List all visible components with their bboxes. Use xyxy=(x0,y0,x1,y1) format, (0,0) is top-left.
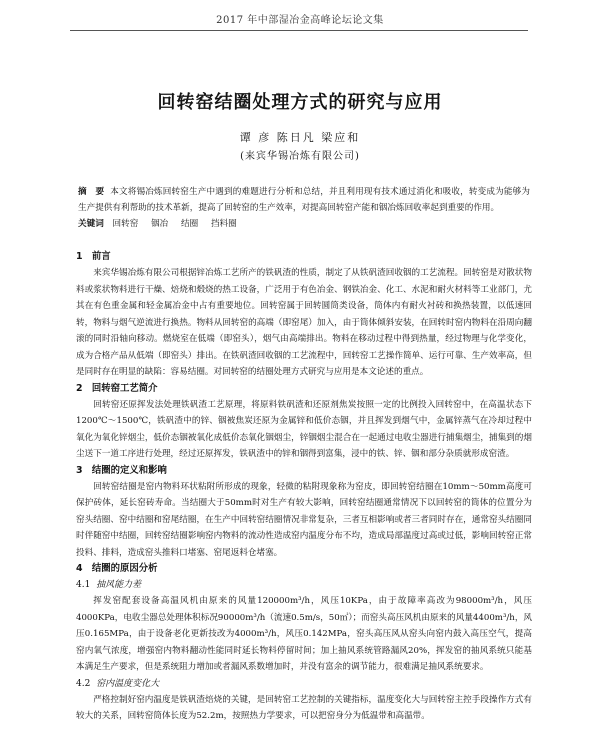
subsection-title: 窑内温度变化大 xyxy=(96,678,160,689)
section-paragraph: 回转窑结圈是窑内物料环状粘附所形成的现象，轻微的粘附现象称为窑皮，即回转窑结圈在10mm～50mm高度可保护砖体，延长窑砖寿命。当结圈大于50mm时对生产有较大影响，回转窑结圈通常情况下以回转窑的筒体的位置分为窑头结圈、窑中结圈和窑尾结圈，在生产中回转窑结圈情况非常复杂，三者互相影响或者三者同时存在，通常窑头结圈同时伴随窑中结圈，回转窑结圈影响窑内物料的流动性造成窑内温度分布不均，造成局部温度过高或过低，影响回转窑正常投料、排料，造成窑头推料口堵塞、窑尾返料仓堵塞。 xyxy=(76,481,532,558)
subsection-heading xyxy=(76,577,532,593)
section-heading-introduction: 1 前言 xyxy=(76,251,111,262)
section-heading-definition: 3 结圈的定义和影响 xyxy=(76,464,167,476)
abstract xyxy=(78,184,530,216)
keyword: 回转窑 xyxy=(112,219,139,229)
subsection-number: 4.2 xyxy=(76,678,91,689)
keyword: 铟冶 xyxy=(151,219,169,229)
keywords xyxy=(78,216,530,232)
paper-affiliation: (来宾华锡冶炼有限公司) xyxy=(240,151,360,162)
header-rule xyxy=(70,30,528,31)
section-paragraph: 严格控制好窑内温度是铁矾渣焙烧的关键，是回转窑工艺控制的关键指标，温度变化大与回转窑主控手段操作方式有较大的关系，回转窑筒体长度为52.2m，按照热力学要求，可以把窑身分为低温带和高温带。 xyxy=(76,694,532,721)
section-heading-causes: 4 结圈的原因分析 xyxy=(76,563,158,574)
running-header: 2017 年中部湿冶金高峰论坛论文集 xyxy=(216,15,384,26)
keyword: 结圈 xyxy=(181,219,199,229)
paper-body xyxy=(76,249,532,725)
paper-title: 回转窑结圈处理方式的研究与应用 xyxy=(157,92,443,113)
abstract-label: 摘 要 xyxy=(78,187,105,197)
subsection-title: 抽风能力差 xyxy=(96,580,142,590)
section-heading-process: 2 回转窑工艺简介 xyxy=(76,382,158,394)
subsection-heading xyxy=(76,676,532,692)
section-paragraph: 回转窑还原挥发法处理铁矾渣工艺原理，将原料铁矾渣和还原剂焦炭按照一定的比例投入回转窑中，在高温状态下1200℃～1500℃，铁矾渣中的锌、铟被焦炭还原为金属锌和低价态铟，并且挥发到烟气中，金属锌蒸气在冷却过程中氧化为氧化锌烟尘，低价态铟被氧化成低价态氧化铟烟尘，锌铟烟尘混合在一起通过电收尘器进行捕集烟尘，捕集到的烟尘送下一道工序进行处理，经过还原挥发，铁矾渣中的锌和铟得到富集，浸中的铁、锌、铟和部分杂质就形成窑渣。 xyxy=(76,399,532,459)
subsection-number: 4.1 xyxy=(76,580,91,590)
section-paragraph: 挥发窑配套设备高温风机由原来的风量120000m³/h，风压10KPa，由于故障率高改为98000m³/h，风压4000KPa，电收尘器总处理体积标况90000m³/h（流速0.5m/s，50㎡）；而窑头高压风机由原来的风量4400m³/h，风压0.165MPa，由于设备老化更新技改为4000m³/h，风压0.142MPa，窑头高压风从窑头向窑内鼓入高压空气，提高窑内氧气浓度，增强窑内物料翻动性能同时延长物料停留时间；加上抽风系统管路漏风20%，挥发窑的抽风系统只能基本满足生产要求，但是系统阻力增加或者漏风系数增加时，并没有富余的调节能力，很难满足抽风系统要求。 xyxy=(76,596,533,672)
keywords-label: 关键词 xyxy=(78,219,104,229)
abstract-text: 本文将锡冶炼回转窑生产中遇到的难题进行分析和总结，并且利用现有技术通过消化和吸收，转变成为能够为生产提供有利帮助的技术革新，提高了回转窑的生产效率，对提高回转窑产能和铟冶炼回收率起到重要的作用。 xyxy=(78,187,530,213)
paper-authors: 谭 彦 陈日凡 梁应和 xyxy=(239,131,361,144)
section-paragraph: 来宾华锡冶炼有限公司根据锌冶炼工艺所产的铁矾渣的性质，制定了从铁矾渣回收铟的工艺流程。回转窑是对散状物料或浆状物料进行干燥、焙烧和煅烧的热工设备，广泛用于有色冶金、钢铁冶金、化工、水泥和耐火材料等工业部门，尤其在有色重金属和轻金属冶金中占有重要地位。回转窑属于回转圆筒类设备，筒体内有耐火衬砖和换热装置，以低速回转，物料与烟气逆流进行换热。物料从回转窑的高端（即窑尾）加入，由于筒体倾斜安装，在回转时窑内物料在沿周向翻滚的同时沿轴向移动。燃烧室在低端（即窑头），烟气由高端排出。物料在移动过程中得到热量，经过物理与化学变化，成为合格产品从低端（即窑头）排出。在铁矾渣回收铟的工艺流程中，回转窑工艺操作简单、运行可靠、生产效率高，但是同时存在明显的缺陷：容易结圈。对回转窑的结圈处理方式研究与应用是本文论述的重点。 xyxy=(76,268,532,377)
keyword: 挡料圈 xyxy=(210,219,237,229)
